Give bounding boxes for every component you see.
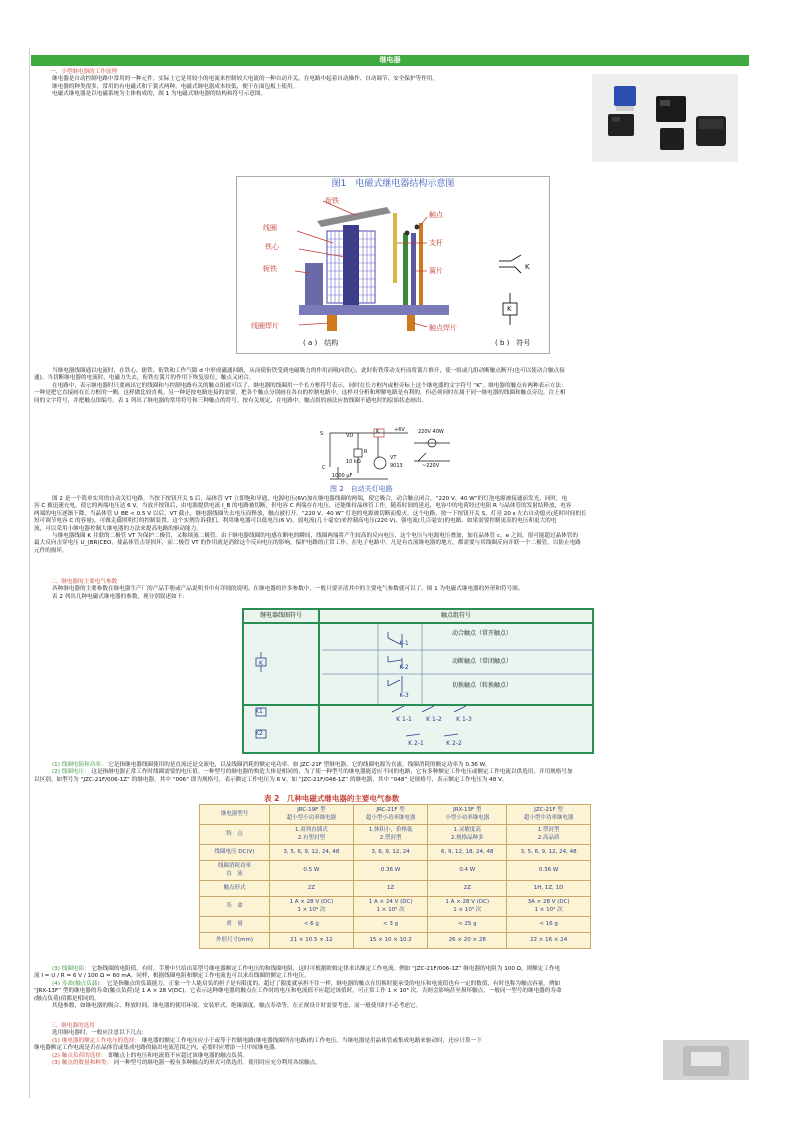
label-contact-pin: 触点焊片 <box>429 324 457 332</box>
t1-k1-1: K 1-1 <box>396 716 412 723</box>
t2-cell: 1 A × 24 V (DC) 1 × 10⁵ 次 <box>353 897 428 917</box>
t1-k1-2: K 1-2 <box>426 716 442 723</box>
section-2 <box>34 579 749 601</box>
text-line: 元件的损坏。 <box>34 547 68 554</box>
t2-cell: 1 A × 28 V (DC) 1 × 10⁵ 次 <box>428 897 507 917</box>
figure-1-title: 图1 电磁式继电器结构示意图 <box>331 179 455 189</box>
param-3-cont: 流 I = U / R = 6 V / 100 Ω = 60 mA。同样，根据线圈电阻和额定工作电流也可以求出线圈的额定工作电压。 <box>34 973 310 980</box>
t2-cell: JZC-21F 型 超小型中功率继电器 <box>507 805 591 825</box>
label-yoke: 轭铁 <box>263 265 277 273</box>
t1-coil-k1: K1 <box>255 708 263 715</box>
t1-col1: 继电器线圈符号 <box>259 612 302 619</box>
sel-1-key: 继电器的额定工作电压的选择： <box>61 1037 141 1044</box>
t2-row-header: 寿 命 <box>200 897 270 917</box>
fig2-vt-val: 9013 <box>390 463 403 469</box>
param-3-key: 线圈电阻： <box>61 966 90 972</box>
param-4-num: (4) <box>52 980 60 987</box>
fig2-vt: VT <box>390 455 397 461</box>
relay-photo-2 <box>663 1040 749 1080</box>
section-1-line: 继电器是自动控制电路中常用的一种元件。实际上它是用较小的电流来控制较大电流的一种自动开关。在电路中起着自动操作、自动调节、安全保护等作用。 <box>52 76 438 83</box>
t2-row-header: 线圈消耗功率 直 流 <box>200 861 270 881</box>
t1-coil-k: K <box>259 660 263 667</box>
t2-row-header: 重 量 <box>200 917 270 933</box>
param-4-key: 寿命(触点负载)： <box>61 980 106 987</box>
t2-row-header: 特 点 <box>200 825 270 845</box>
t1-desc-1: 动合触点（常开触点） <box>451 630 512 637</box>
t2-cell: 3A × 28 V (DC) 1 × 10⁵ 次 <box>507 897 591 917</box>
support-shape <box>393 213 397 283</box>
fig2-lamp: 220V 40W <box>418 429 444 435</box>
relay-params-table <box>199 804 591 949</box>
t2-cell: JRX-13F 型 小型小功率继电器 <box>428 805 507 825</box>
t2-row-header: 触点形式 <box>200 881 270 897</box>
t2-cell: 1.塑封型 2.高品质 <box>507 825 591 845</box>
core-shape <box>343 225 359 305</box>
text-line: 在电路中，表示继电器时只要画出它的线圈和与控制电路有关的触点组就可以了。继电器的线圈用一个长方框符号表示，同时在长方框内或框旁标上这个继电器的文字符号 “K”。继电器的触点有两种表示方法： <box>52 382 567 389</box>
sel-2 <box>34 1053 659 1060</box>
text-line: 各种继电器的主要参数在继电器生产厂的产品手册或产品说明书中有详细的说明。在继电器的许多参数中，一般只要弄清其中的主要电气参数就可以了。图 1 为电磁式继电器的外形和符号图。 <box>52 586 524 593</box>
t1-sym-k2: K-2 <box>399 664 409 671</box>
relay-photo-2-image <box>663 1040 749 1080</box>
fig2-s: S <box>320 431 324 437</box>
param-4-cont: “JRX-13F” 型的继电器的寿命(触点负荷)是 1 A × 28 V(DC)，它表示这种继电器的触点在工作时的电压和电流值不应超过该值时，可正常工作 1 × 10⁵ 次。否则会影响甚至损坏触点。一般同一型号的继电器的寿命 <box>34 988 562 995</box>
paragraph-1 <box>34 368 749 405</box>
label-coil: 线圈 <box>263 224 277 232</box>
symbol-table <box>242 608 594 754</box>
t2-cell: 0.4 W <box>428 861 507 881</box>
t2-header-row <box>200 805 591 825</box>
text-line: 短可调节电容 C 的容量)，可做走廊照明灯的控制装置。这个实例告诉我们，利用继电器可以低电压(6 V)、弱电流(几十毫安)来控制高电压(220 V)、强电流(几百毫安)的电路。如果需要控制更高的电压和更大的电 <box>34 518 557 525</box>
t2-cell: 2Z <box>270 881 354 897</box>
section-1-line: 电磁式继电器是以电磁系统为主体构成的，图 1 为电磁式继电器的结构和符号示意图。 <box>52 91 267 98</box>
t2-cell: 1.灵敏度高 2.规格品种多 <box>428 825 507 845</box>
param-2-cont: 以区别。如型号为 “JZC-21F/006-1Z” 的继电器，其中 “006” 即为规格号，表示额定工作电压为 6 V。如 “JZC-21F/048-1Z” 的继电器，其中 “048” 是规格号，表示额定工作电压为 48 V。 <box>34 776 508 783</box>
t2-cell: 1 A × 28 V (DC) 1 × 10⁵ 次 <box>270 897 354 917</box>
param-4-text: 它是指触点的负载能力。正象一个人能肩负的担子是有限度的，超过了限度就承担不住一样，继电器的触点在切换时能承受的电压和电流值也有一定的数值，有时也称为触点容量。例如 <box>107 980 561 987</box>
text-line: 表 2 列出几种电磁式继电器的参数，现分别叙述如下： <box>52 593 188 600</box>
sel-2-key: 触点负荷的选择： <box>61 1052 107 1059</box>
t1-k1-3: K 1-3 <box>456 716 472 723</box>
param-2-text: 这是指继电器正常工作时线圈需要的电压值。一种型号的继电器的构造大体是相同的，为了使一种型号的继电器能适应不同的电路，它有多种额定工作电压或额定工作电流以供选用，并用规格号加 <box>91 769 573 776</box>
t2-row <box>200 933 591 949</box>
spring-shape-2 <box>411 233 416 305</box>
t2-cell: 3, 5, 6, 9, 12, 24, 48 <box>270 845 354 861</box>
section-2-heading: 二、继电器的主要电气参数 <box>50 579 118 585</box>
base-plate <box>299 305 449 315</box>
fig2-vd: VD <box>346 433 354 439</box>
t1-coil-k2: K2 <box>255 730 263 737</box>
relay-photo-image <box>592 74 738 162</box>
fig2-6v: +6V <box>394 427 405 433</box>
t1-k2-1: K 2-1 <box>408 740 424 747</box>
label-armature: 衔铁 <box>325 197 339 205</box>
param-1-num: (1) <box>52 762 60 768</box>
section-1 <box>34 69 579 99</box>
sel-3-text: 同一种型号的继电器一般有多种触点的形式可供选用。使用时应充分利用各组触点。 <box>113 1059 321 1066</box>
param-3-text: 它指线圈的电阻值。有时，手册中只给出某型号继电器额定工作电压的和线圈电阻，这时可根据欧姆定律求出额定工作电流。例如 “JZC-21F/006-1Z” 继电器的电阻为 100 Ω，则额定工作电 <box>91 966 561 972</box>
t2-cell: 3, 5, 6, 9, 12, 24, 48 <box>507 845 591 861</box>
fig2-ac: ~220V <box>422 463 440 469</box>
left-rule <box>29 48 30 1098</box>
text-line: 容 C 被迅速充电，使它的两端电压达 6 V。当放开按钮后，由电源提供电流 I_B 的电路被切断，但电容 C 两端存在电压，还能维持晶体管工作，随着时间的延迟，电容中的电荷经过电阻 R 与晶体管的发射结释放，电容 <box>34 503 572 510</box>
sel-3 <box>34 1060 659 1067</box>
t1-col2: 触点组符号 <box>440 612 471 619</box>
t2-row <box>200 861 591 881</box>
label-support: 支杆 <box>429 239 443 247</box>
param-2 <box>34 769 749 776</box>
label-contact: 触点 <box>429 211 443 219</box>
text-line: 两端的电压逐渐下降，当晶体管 U_BE < 0.5 V 以后，VT 截止，继电器线圈失去电压而释放，触点被打开，“220 V、40 W” 灯泡的电源被切断而熄灭。这个电路，按一下按钮开关 S，灯亮 20 s 左右自动熄灭(延时时间的长 <box>34 510 587 517</box>
t2-row <box>200 825 591 845</box>
t1-sym-k1: K-1 <box>399 640 409 647</box>
fig2-r-val: 10 kΩ <box>346 459 361 465</box>
section-1-heading: 一、小型继电器的工作原理 <box>50 69 118 75</box>
table-2-title: 表 2 几种电磁式继电器的主要电气参数 <box>264 794 400 803</box>
t2-row <box>200 845 591 861</box>
text-line: 图 2 是一个简单实用的自动关灯电路。当按下按钮开关 S 后，晶体管 VT 立即饱和导通，电源电压(6V)加在继电器线圈的两端，使它吸合，动合触点闭合，“220 V、40 W”的灯泡电源被接通而发光。同时，电 <box>52 496 568 502</box>
param-2-key: 线圈电压： <box>61 769 90 776</box>
label-k-coil: K <box>507 305 512 313</box>
t2-cell: < 6 g <box>270 917 354 933</box>
sel-1-cont: 继电器额定工作电流是否在晶体管或集成电路的输出电流范围之内，必要时应增添一只中间继电器。 <box>34 1045 281 1052</box>
text-line: 与继电器线圈 K 并联的二极管 VT 为保护二极管，又称续流二极管。由于继电器线圈的电感在断电的瞬间，线圈两端将产生较高的反向电压，这个电压与电源电压叠加，加在晶体管 c、e 之间，很可能超过晶体管的 <box>52 532 578 539</box>
section-3 <box>34 1023 659 1067</box>
t2-cell: 26 × 20 × 28 <box>428 933 507 949</box>
t2-cell: < 16 g <box>507 917 591 933</box>
t2-cell: 0.5 W <box>270 861 354 881</box>
text-line: 通)。当切断继电器的电流时，电磁力失去，衔铁在簧片的作用下恢复原位，触点又闭合。 <box>34 375 255 382</box>
sel-3-key: 触点的数量和种类： <box>61 1059 113 1066</box>
t2-row-header: 外形尺寸(mm) <box>200 933 270 949</box>
other-params: 其他参数，如继电器的吸合、释放时间、继电器的使用环境、安装形式、绝缘强度、触点寿命等，在正规设计时需要考虑，而一般使用时不必考虑它。 <box>52 1002 422 1009</box>
t2-cell: 3, 6, 9, 12, 24 <box>353 845 428 861</box>
spring-shape-1 <box>403 233 408 305</box>
page-title: 继电器 <box>31 55 749 66</box>
relay-photo <box>592 74 738 162</box>
armature-shape <box>317 207 391 227</box>
section-1-line: 继电器的种类很多，常用的有电磁式和干簧式两种。电磁式继电器成本较低，便于在面包板上使用。 <box>52 83 299 90</box>
t1-sym-k3: K-3 <box>399 692 409 699</box>
t2-cell: 21 × 10.5 × 12 <box>270 933 354 949</box>
sel-1-text: 继电器的额定工作电压应小于或等于控制电路(继电器线圈所在电路)的工作电压。当继电器是用晶体管或集成电路来驱动时，还应计算一下 <box>141 1037 482 1044</box>
label-spring: 簧片 <box>429 267 443 275</box>
yoke-shape <box>305 263 323 305</box>
t1-desc-2: 动断触点（常闭触点） <box>451 658 512 665</box>
text-line: 当继电器线圈通以电流时，在铁心、轭铁、衔铁和工作气隙 d 中形成磁通回路，从而使衔铁受到电磁吸力的作用而吸向铁心，此时衔铁带动支杆而将簧片推开，使一组或几组动断触点断开(也可以使动合触点接 <box>52 368 565 374</box>
t2-cell: 1Z <box>353 881 428 897</box>
caption-b: ( b ) 符号 <box>495 339 531 347</box>
t2-row-header: 继电器型号 <box>200 805 270 825</box>
fig2-c: C <box>322 465 326 471</box>
spring-shape-3 <box>419 223 423 305</box>
t1-k2-2: K 2-2 <box>446 740 462 747</box>
param-3-num: (3) <box>52 966 60 972</box>
t2-cell: 0.36 W <box>507 861 591 881</box>
label-core: 铁心 <box>265 243 279 251</box>
t2-cell: < 3 g <box>353 917 428 933</box>
t2-cell: 15 × 10 × 10.2 <box>353 933 428 949</box>
t2-cell: 2Z <box>428 881 507 897</box>
params-block-1 <box>34 762 749 784</box>
param-1-text: 它是指继电器线圈使用的是直流还是交流电，以及线圈消耗的额定电功率。如 JZC-21F 型继电器，它的线圈电源为直流，线圈消耗的额定功率为 0.36 W。 <box>108 762 491 768</box>
t1-symbols <box>242 608 594 754</box>
section-3-heading: 三、继电器的选用 <box>50 1023 95 1029</box>
t2-cell: JRC-21F 型 超小型小功率继电器 <box>353 805 428 825</box>
relay-structure-diagram <box>237 177 551 355</box>
param-1-key: 线圈电阻和功率： <box>61 762 107 768</box>
t2-cell: 0.36 W <box>353 861 428 881</box>
t2-cell: 1.体积小，价格低 2.塑封型 <box>353 825 428 845</box>
params-block-2 <box>34 966 749 1010</box>
t2-row <box>200 917 591 933</box>
t2-cell: < 25 g <box>428 917 507 933</box>
t2-cell: 1.双列直插式 2.有塑封型 <box>270 825 354 845</box>
t1-desc-3: 切换触点（转换触点） <box>451 682 512 689</box>
sel-1-num: (1) <box>52 1037 60 1044</box>
param-2-num: (2) <box>52 769 60 776</box>
sel-2-text: 即触点上的电压和电流值不应超过该继电器的触点负荷。 <box>108 1052 249 1059</box>
caption-a: ( a ) 结构 <box>303 339 339 347</box>
figure-1 <box>236 176 550 354</box>
t2-row-header: 线圈电压 DC(V) <box>200 845 270 861</box>
label-coil-pin: 线圈焊片 <box>251 322 279 330</box>
text-line: 流，可以采用小继电器控制大继电器的方法来提高电路的驱动能力。 <box>34 525 202 532</box>
text-line: 同的文字符号，并把触点组编号。表 1 列出了继电器的常用符号和三种触点的符号。按有关规定，在电路中，触点组的画法应按线圈不通电时的原始状态画出。 <box>34 397 428 404</box>
fig2-r: R <box>364 449 368 455</box>
t2-cell: 1H, 1Z, 1D <box>507 881 591 897</box>
relay-symbol <box>499 255 521 325</box>
figure-2-caption: 图 2 自动关灯电路 <box>330 485 393 493</box>
auto-light-circuit <box>318 427 456 489</box>
t2-cell: 6, 9, 12, 18, 24, 48 <box>428 845 507 861</box>
t2-row <box>200 881 591 897</box>
text-line: 最大反向击穿电压 U_(BR)CEO，使晶体管击穿损坏，而二极管 VT 的作用就是消除这个反向电压的影响，保护电路的正常工作。在电子电路中，凡是有直流继电器的地方，都需要与其线圈反向并联一个二极管，以防止电路 <box>34 540 581 547</box>
t2-row <box>200 897 591 917</box>
fig2-c-val: 1000 μF <box>332 473 353 479</box>
text-line: 一种是把它直接画在长方框的一侧，这样做比较直观。另一种是按电路连接的需要，把各个触点分别画在各自的控制电路中，这样对分析和理解电路是有利的，但必须同时在属于同一继电器的线圈和触点旁边，注上相 <box>34 390 566 397</box>
param-4-cont2: (触点负荷)值都是相同的。 <box>34 995 100 1002</box>
t2-cell: 22 × 16 × 24 <box>507 933 591 949</box>
sel-3-num: (3) <box>52 1059 60 1066</box>
t2-cell: JRC-19F 型 超小型小功率继电器 <box>270 805 354 825</box>
paragraph-2 <box>34 496 749 555</box>
label-k-contact: K <box>525 263 530 271</box>
fig2-k: K <box>376 429 380 435</box>
section-3-intro: 选用继电器时，一般应注意以下几点： <box>52 1030 148 1037</box>
sel-2-num: (2) <box>52 1052 60 1059</box>
